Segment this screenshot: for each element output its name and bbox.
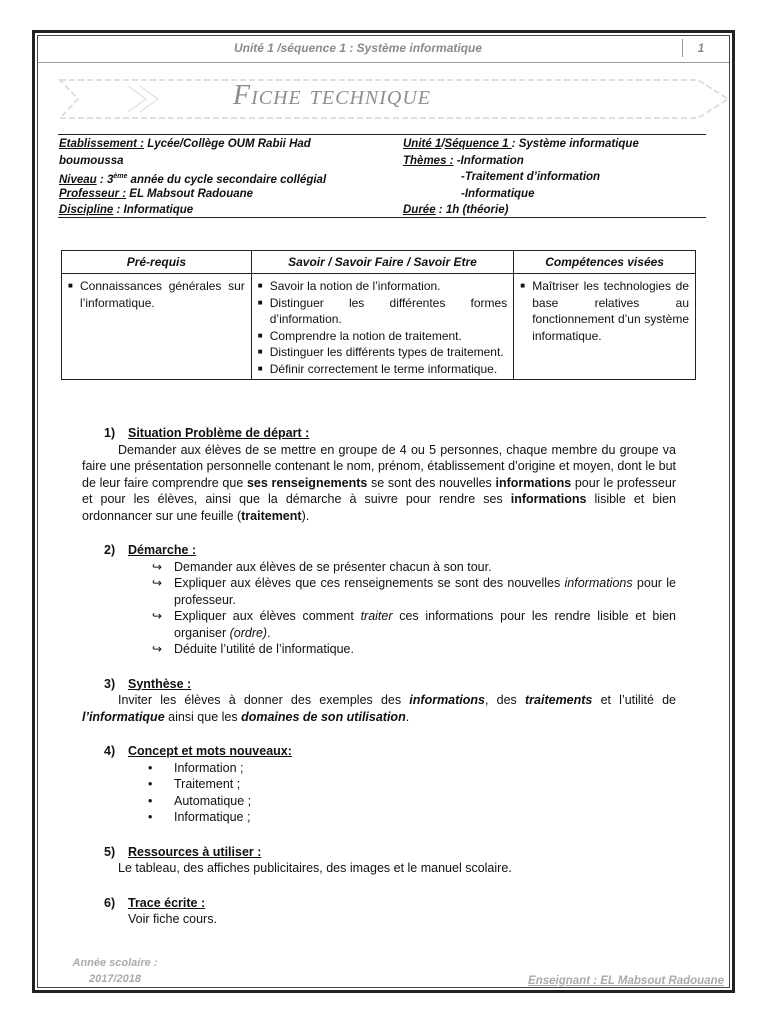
list-item bbox=[82, 575, 676, 608]
section-number: 1) bbox=[104, 426, 116, 440]
header-prerequis: Pré-requis bbox=[62, 251, 252, 274]
section-heading bbox=[104, 676, 676, 693]
table-header-row bbox=[62, 251, 696, 274]
text-run: lisible et bien ordonnancer sur une feuille ( bbox=[82, 492, 676, 523]
duree-line bbox=[403, 202, 703, 219]
list-item: • Automatique ; bbox=[82, 793, 676, 810]
section-number: 2) bbox=[104, 543, 116, 557]
discipline-label: Discipline bbox=[59, 204, 114, 216]
text-run: ainsi que les bbox=[164, 709, 242, 724]
bold-italic-run: informations bbox=[409, 693, 485, 707]
savoir-item: ■ Distinguer les différentes formes d’information. bbox=[258, 295, 507, 328]
section-heading bbox=[104, 844, 676, 861]
theme-1: -Information bbox=[453, 154, 524, 167]
professeur-line bbox=[59, 186, 359, 203]
section-heading bbox=[104, 542, 676, 559]
section-heading bbox=[104, 895, 676, 912]
italic-run: informations bbox=[564, 576, 633, 590]
competence-item: ■ Maîtriser les technologies de base relatives au fonctionnement d’un système informatique. bbox=[520, 278, 689, 344]
school-year-value: 2017/2018 bbox=[89, 973, 141, 985]
header-competences: Compétences visées bbox=[514, 251, 696, 274]
bold-run: informations bbox=[510, 492, 587, 506]
section-number: 5) bbox=[104, 844, 116, 859]
unite-line bbox=[403, 136, 703, 153]
page-header bbox=[38, 36, 729, 63]
list-item: • Traitement ; bbox=[82, 776, 676, 793]
savoir-item: ■ Savoir la notion de l’information. bbox=[258, 278, 507, 295]
ressources-text: Le tableau, des affiches publicitaires, des images et le manuel scolaire. bbox=[118, 861, 512, 875]
theme-2: -Traitement d’information bbox=[461, 171, 601, 183]
bold-italic-run: l’informatique bbox=[82, 709, 165, 724]
niveau-value-post: année du cycle secondaire collégial bbox=[127, 173, 327, 186]
competences-cell bbox=[514, 274, 696, 380]
text-run: Expliquer aux élèves comment bbox=[174, 609, 361, 623]
savoir-item: ■ Distinguer les différents types de traitement. bbox=[258, 344, 507, 361]
header-savoir: Savoir / Savoir Faire / Savoir Etre bbox=[251, 251, 513, 274]
list-item bbox=[82, 641, 676, 658]
bold-italic-run: traitements bbox=[525, 693, 593, 707]
discipline-line bbox=[59, 202, 359, 219]
duree-label: Durée bbox=[403, 204, 436, 216]
table-row bbox=[62, 274, 696, 380]
text-run: Demander aux élèves de se mettre en groupe de 4 ou 5 personnes, chaque membre du groupe va faire une présentation personnelle contenant le nom, prénom, établissement d’origine et moyen, dont le but de leur faire comprendre que bbox=[82, 442, 676, 490]
discipline-value: : Informatique bbox=[113, 204, 194, 216]
theme-3: -Informatique bbox=[461, 187, 535, 200]
savoir-item: ■ Définir correctement le terme informatique. bbox=[258, 361, 507, 378]
etablissement-label: Etablissement : bbox=[59, 138, 144, 150]
section-title: Synthèse : bbox=[128, 676, 192, 691]
italic-run: (ordre) bbox=[229, 625, 268, 640]
etablissement-line bbox=[59, 136, 359, 153]
unite-sep: / bbox=[441, 138, 445, 150]
section-number: 6) bbox=[104, 895, 116, 910]
niveau-line bbox=[59, 169, 359, 186]
footer-teacher: Enseignant : EL Mabsout Radouane bbox=[528, 975, 724, 987]
text-run: se sont des nouvelles bbox=[367, 475, 496, 490]
title-banner bbox=[58, 72, 730, 126]
text-run: Inviter les élèves à donner des exemples des bbox=[118, 693, 410, 707]
section-heading bbox=[104, 425, 676, 442]
page-number: 1 bbox=[682, 39, 719, 57]
section-title: Ressources à utiliser : bbox=[128, 844, 262, 859]
text-run: ces informations pour les rendre lisible et bien organiser bbox=[174, 609, 676, 640]
concepts-list bbox=[82, 760, 676, 826]
text-run: Demander aux élèves de se présenter chacun à son tour. bbox=[174, 559, 492, 574]
footer-school-year bbox=[60, 955, 170, 987]
savoir-cell bbox=[251, 274, 513, 380]
text-run: . bbox=[405, 709, 410, 724]
text-run: pour le professeur et pour les élèves, ainsi que la démarche à suivre pour rendre ses bbox=[82, 475, 676, 506]
pointing-arrow-icon: ↪ bbox=[152, 576, 163, 590]
text-run: , des bbox=[485, 693, 525, 707]
niveau-label: Niveau bbox=[59, 173, 97, 186]
text-run: Expliquer aux élèves que ces renseignements se sont des nouvelles bbox=[174, 576, 565, 590]
professeur-label: Professeur : bbox=[59, 187, 127, 200]
savoir-item: ■ Comprendre la notion de traitement. bbox=[258, 328, 507, 345]
section-1-paragraph bbox=[82, 442, 676, 525]
duree-value: : 1h (théorie) bbox=[435, 204, 509, 216]
section-title: Concept et mots nouveaux: bbox=[128, 744, 292, 758]
trace-text: Voir fiche cours. bbox=[128, 912, 217, 926]
section-heading bbox=[104, 743, 676, 760]
niveau-sup: ème bbox=[113, 173, 128, 180]
prerequis-item: ■ Connaissances générales sur l’informatique. bbox=[68, 278, 245, 311]
demarche-list bbox=[82, 559, 676, 658]
section-3-paragraph bbox=[82, 692, 676, 725]
info-left-column bbox=[59, 136, 359, 219]
section-number: 3) bbox=[104, 676, 116, 691]
themes-line bbox=[403, 153, 703, 170]
section-number: 4) bbox=[104, 744, 116, 758]
info-block bbox=[58, 134, 706, 218]
bold-run: traitement bbox=[241, 508, 302, 523]
etablissement-value: Lycée/Collège OUM Rabii Had bbox=[144, 138, 311, 150]
header-title: Unité 1 /séquence 1 : Système informatique bbox=[233, 41, 483, 55]
section-title: Démarche : bbox=[128, 543, 197, 557]
section-title: Situation Problème de départ : bbox=[128, 426, 310, 440]
list-item bbox=[82, 559, 676, 576]
pointing-arrow-icon: ↪ bbox=[152, 609, 163, 623]
info-right-column bbox=[403, 136, 703, 219]
text-run: pour le professeur. bbox=[174, 576, 676, 607]
text-run: Déduite l’utilité de l’informatique. bbox=[174, 642, 354, 656]
unite-label-b: Séquence 1 bbox=[444, 138, 512, 150]
lesson-body bbox=[82, 425, 676, 928]
text-run: et l’utilité de bbox=[592, 693, 677, 707]
bold-run: informations bbox=[495, 475, 572, 490]
banner-title: Fiche technique bbox=[233, 80, 431, 111]
school-year-label: Année scolaire : bbox=[72, 957, 158, 969]
unite-label-a: Unité 1 bbox=[403, 138, 442, 150]
list-item bbox=[82, 608, 676, 641]
text-run: ). bbox=[301, 508, 310, 523]
prerequis-cell bbox=[62, 274, 252, 380]
list-item: • Informatique ; bbox=[82, 809, 676, 826]
bold-run: ses renseignements bbox=[246, 475, 368, 490]
italic-run: traiter bbox=[360, 609, 393, 623]
etablissement-cont: boumoussa bbox=[59, 154, 124, 167]
niveau-value-pre: : 3 bbox=[96, 173, 114, 186]
professeur-value: EL Mabsout Radouane bbox=[126, 187, 254, 200]
text-run: . bbox=[267, 625, 271, 640]
competences-table bbox=[61, 250, 696, 380]
section-title: Trace écrite : bbox=[128, 895, 206, 910]
bold-italic-run: domaines de son utilisation bbox=[241, 709, 406, 724]
unite-value: : Système informatique bbox=[511, 138, 639, 150]
pointing-arrow-icon: ↪ bbox=[152, 559, 163, 574]
list-item: • Information ; bbox=[82, 760, 676, 777]
pointing-arrow-icon: ↪ bbox=[152, 642, 163, 656]
themes-label: Thèmes : bbox=[403, 154, 454, 167]
